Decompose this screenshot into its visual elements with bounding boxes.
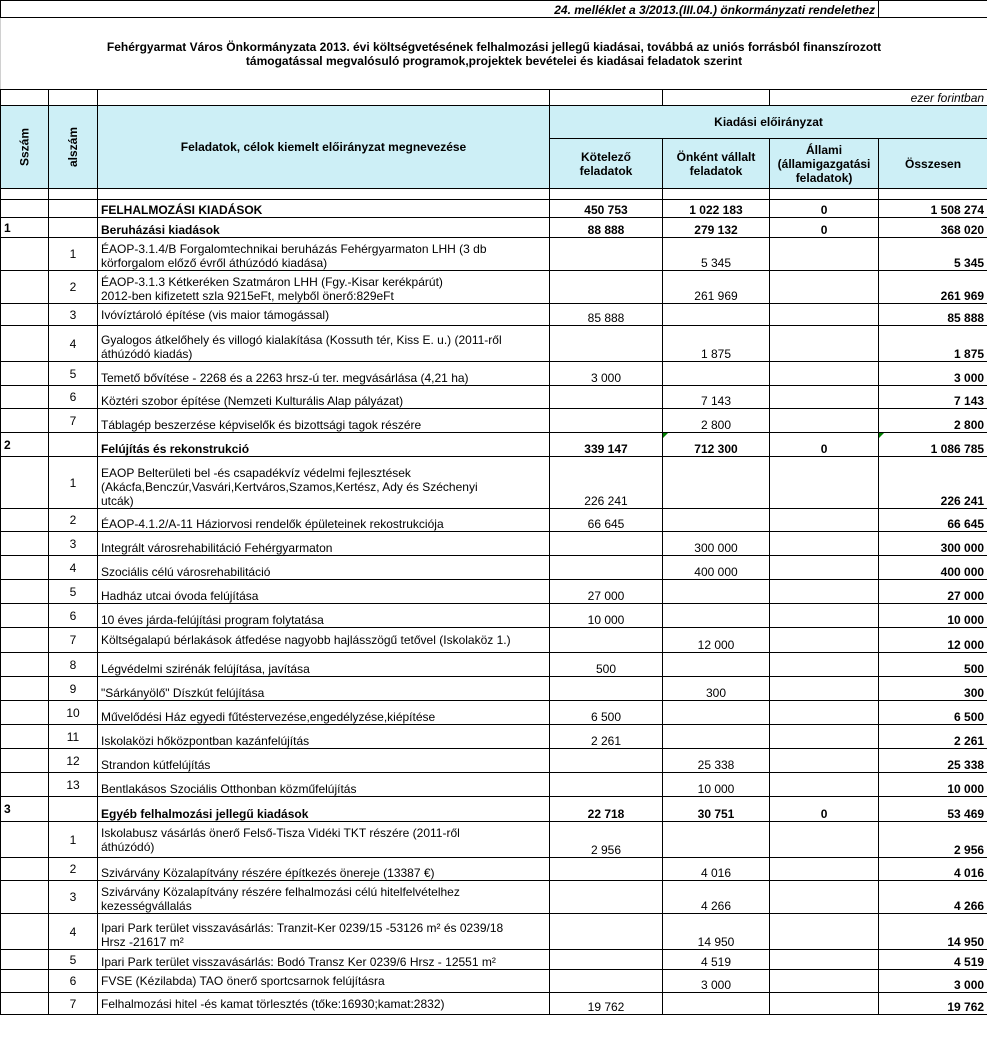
row-subnumber: 5 [49, 362, 98, 386]
row-name: Temető bővítése - 2268 és a 2263 hrsz-ú ter. megvásárlása (4,21 ha) [98, 362, 550, 386]
row-kotelezo [550, 749, 663, 773]
section-row [1, 218, 987, 238]
section-onkent: 712 300 [663, 433, 770, 457]
row-osszesen: 2 261 [879, 725, 987, 749]
row-subnumber: 3 [49, 881, 98, 914]
row-onkent: 14 950 [663, 914, 770, 950]
row-name: Légvédelmi szirénák felújítása, javítása [98, 653, 550, 677]
row-subnumber: 1 [49, 822, 98, 858]
row-kotelezo: 19 762 [550, 993, 663, 1015]
table-row [1, 556, 987, 580]
row-onkent [663, 701, 770, 725]
row-name: Bentlakásos Szociális Otthonban közműfelújítás [98, 773, 550, 797]
row-osszesen: 85 888 [879, 304, 987, 326]
header-expenditure-group: Kiadási előirányzat [550, 106, 987, 139]
table-row [1, 950, 987, 970]
header-alszam: alszám [49, 106, 98, 189]
row-onkent: 12 000 [663, 628, 770, 653]
header-onkent: Önként vállalt feladatok [663, 139, 770, 189]
section-name: Beruházási kiadások [98, 218, 550, 238]
row-name: 10 éves járda-felújítási program folytatása [98, 604, 550, 628]
document-title [1, 18, 987, 90]
row-onkent [663, 822, 770, 858]
row-subnumber: 3 [49, 304, 98, 326]
row-name: FVSE (Kézilabda) TAO önerő sportcsarnok felújításra [98, 970, 550, 993]
row-osszesen: 10 000 [879, 773, 987, 797]
title-line-2: támogatással megvalósuló programok,projektek bevételei és kiadásai feladatok szerint [245, 53, 743, 68]
row-name: Ivóvíztároló építése (vis maior támogással) [98, 304, 550, 326]
row-kotelezo [550, 409, 663, 433]
table-row [1, 362, 987, 386]
row-kotelezo [550, 881, 663, 914]
section-onkent: 30 751 [663, 797, 770, 822]
table-row [1, 881, 987, 914]
row-name: Ipari Park terület visszavásárlás: Tranzit-Ker 0239/15 -53126 m² és 0239/18 Hrsz -21617 m² [98, 914, 550, 950]
row-onkent: 4 266 [663, 881, 770, 914]
row-onkent [663, 580, 770, 604]
row-name: Strandon kútfelújítás [98, 749, 550, 773]
row-kotelezo: 27 000 [550, 580, 663, 604]
table-row [1, 580, 987, 604]
unit-label: ezer forintban [770, 90, 987, 106]
row-name: Felhalmozási hitel -és kamat törlesztés (tőke:16930;kamat:2832) [98, 993, 550, 1015]
row-onkent: 4 519 [663, 950, 770, 970]
row-kotelezo [550, 628, 663, 653]
row-osszesen: 261 969 [879, 271, 987, 304]
section-onkent: 279 132 [663, 218, 770, 238]
row-kotelezo [550, 677, 663, 701]
row-osszesen: 5 345 [879, 238, 987, 271]
row-name: EAOP Belterületi bel -és csapadékvíz védelmi fejlesztések (Akácfa,Benczúr,Vasvári,Kertváros,Szamos,Kertész, Ady és Széchenyi utcák) [98, 457, 550, 509]
row-osszesen: 2 956 [879, 822, 987, 858]
section-osszesen: 53 469 [879, 797, 987, 822]
row-name: "Sárkányölő" Díszkút felújítása [98, 677, 550, 701]
header-task-name: Feladatok, célok kiemelt előirányzat megnevezése [98, 106, 550, 189]
section-allami: 0 [770, 218, 879, 238]
table-row [1, 858, 987, 881]
row-kotelezo [550, 914, 663, 950]
row-onkent: 4 016 [663, 858, 770, 881]
row-osszesen: 7 143 [879, 386, 987, 409]
row-kotelezo: 226 241 [550, 457, 663, 509]
total-allami: 0 [770, 200, 879, 218]
row-name: Költségalapú bérlakások átfedése nagyobb hajlásszögű tetővel (Iskolaköz 1.) [98, 628, 550, 653]
row-osszesen: 10 000 [879, 604, 987, 628]
table-row [1, 725, 987, 749]
header-allami: Állami (államigazgatási feladatok) [770, 139, 879, 189]
section-number: 3 [1, 797, 49, 822]
row-subnumber: 4 [49, 556, 98, 580]
table-row [1, 677, 987, 701]
row-name: Szivárvány Közalapítvány részére felhalmozási célú hitelfelvételhez kezességvállalás [98, 881, 550, 914]
row-onkent [663, 509, 770, 532]
row-onkent [663, 993, 770, 1015]
row-kotelezo [550, 556, 663, 580]
row-osszesen: 400 000 [879, 556, 987, 580]
row-subnumber: 3 [49, 532, 98, 556]
row-subnumber: 5 [49, 580, 98, 604]
row-osszesen: 226 241 [879, 457, 987, 509]
table-row [1, 914, 987, 950]
section-kotelezo: 339 147 [550, 433, 663, 457]
row-onkent [663, 725, 770, 749]
table-row [1, 271, 987, 304]
row-osszesen: 3 000 [879, 970, 987, 993]
row-onkent [663, 362, 770, 386]
row-subnumber: 6 [49, 970, 98, 993]
table-row [1, 238, 987, 271]
row-onkent: 5 345 [663, 238, 770, 271]
row-onkent: 7 143 [663, 386, 770, 409]
section-allami: 0 [770, 433, 879, 457]
row-kotelezo [550, 532, 663, 556]
row-subnumber: 1 [49, 238, 98, 271]
row-osszesen: 27 000 [879, 580, 987, 604]
row-name: ÉAOP-3.1.3 Kétkeréken Szatmáron LHH (Fgy.-Kisar kerékpárút) 2012-ben kifizetett szla 9215eFt, melyből önerő:829eFt [98, 271, 550, 304]
header-sorszam: Sszám [1, 106, 49, 189]
row-osszesen: 6 500 [879, 701, 987, 725]
table-row [1, 604, 987, 628]
table-row [1, 653, 987, 677]
row-name: Szociális célú városrehabilitáció [98, 556, 550, 580]
row-name: Köztéri szobor építése (Nemzeti Kulturális Alap pályázat) [98, 386, 550, 409]
row-onkent [663, 653, 770, 677]
section-allami: 0 [770, 797, 879, 822]
row-name: Szivárvány Közalapítvány részére építkezés önereje (13387 €) [98, 858, 550, 881]
row-onkent: 300 [663, 677, 770, 701]
row-kotelezo [550, 386, 663, 409]
row-kotelezo: 2 261 [550, 725, 663, 749]
table-row [1, 509, 987, 532]
row-onkent: 1 875 [663, 326, 770, 362]
row-onkent [663, 304, 770, 326]
row-onkent: 3 000 [663, 970, 770, 993]
row-name: ÉAOP-4.1.2/A-11 Háziorvosi rendelők épületeinek rekostrukciója [98, 509, 550, 532]
row-subnumber: 12 [49, 749, 98, 773]
row-onkent [663, 604, 770, 628]
row-name: Ipari Park terület visszavásárlás: Bodó Transz Ker 0239/6 Hrsz - 12551 m² [98, 950, 550, 970]
total-onkent: 1 022 183 [663, 200, 770, 218]
section-kotelezo: 22 718 [550, 797, 663, 822]
row-subnumber: 4 [49, 914, 98, 950]
row-osszesen: 300 [879, 677, 987, 701]
table-row [1, 993, 987, 1015]
row-onkent: 400 000 [663, 556, 770, 580]
table-row [1, 970, 987, 993]
row-onkent: 300 000 [663, 532, 770, 556]
section-row [1, 433, 987, 457]
section-name: Egyéb felhalmozási jellegű kiadások [98, 797, 550, 822]
table-row [1, 822, 987, 858]
row-name: Művelődési Ház egyedi fűtéstervezése,engedélyzése,kiépítése [98, 701, 550, 725]
row-kotelezo [550, 773, 663, 797]
row-kotelezo: 10 000 [550, 604, 663, 628]
row-name: Iskolaközi hőközpontban kazánfelújítás [98, 725, 550, 749]
row-subnumber: 5 [49, 950, 98, 970]
row-kotelezo [550, 970, 663, 993]
row-name: Táblagép beszerzése képviselők és bizottsági tagok részére [98, 409, 550, 433]
section-row [1, 797, 987, 822]
section-name: Felújítás és rekonstrukció [98, 433, 550, 457]
row-subnumber: 2 [49, 858, 98, 881]
table-row [1, 326, 987, 362]
table-row [1, 701, 987, 725]
total-row [1, 200, 987, 218]
row-subnumber: 1 [49, 457, 98, 509]
row-kotelezo: 2 956 [550, 822, 663, 858]
row-onkent [663, 457, 770, 509]
table-row [1, 628, 987, 653]
header-osszesen: Összesen [879, 139, 987, 189]
row-kotelezo [550, 950, 663, 970]
annex-reference: 24. melléklet a 3/2013.(III.04.) önkormányzati rendelethez [1, 1, 879, 18]
row-kotelezo: 500 [550, 653, 663, 677]
row-name: Gyalogos átkelőhely és villogó kialakítása (Kossuth tér, Kiss E. u.) (2011-ről áthúzódó kiadás) [98, 326, 550, 362]
row-kotelezo: 6 500 [550, 701, 663, 725]
row-osszesen: 300 000 [879, 532, 987, 556]
row-osszesen: 3 000 [879, 362, 987, 386]
table-row [1, 386, 987, 409]
row-onkent: 10 000 [663, 773, 770, 797]
row-osszesen: 66 645 [879, 509, 987, 532]
row-osszesen: 500 [879, 653, 987, 677]
table-row [1, 749, 987, 773]
row-kotelezo: 85 888 [550, 304, 663, 326]
row-name: ÉAOP-3.1.4/B Forgalomtechnikai beruházás Fehérgyarmaton LHH (3 db körforgalom előző évről áthúzódó kiadása) [98, 238, 550, 271]
row-kotelezo: 66 645 [550, 509, 663, 532]
row-kotelezo [550, 238, 663, 271]
row-kotelezo [550, 326, 663, 362]
section-osszesen: 368 020 [879, 218, 987, 238]
section-kotelezo: 88 888 [550, 218, 663, 238]
row-subnumber: 9 [49, 677, 98, 701]
row-osszesen: 4 266 [879, 881, 987, 914]
row-subnumber: 13 [49, 773, 98, 797]
row-subnumber: 7 [49, 993, 98, 1015]
row-osszesen: 1 875 [879, 326, 987, 362]
section-number: 1 [1, 218, 49, 238]
row-osszesen: 14 950 [879, 914, 987, 950]
header-kotelezo: Kötelező feladatok [550, 139, 663, 189]
row-onkent: 2 800 [663, 409, 770, 433]
row-osszesen: 4 519 [879, 950, 987, 970]
row-kotelezo [550, 271, 663, 304]
row-osszesen: 2 800 [879, 409, 987, 433]
row-kotelezo [550, 858, 663, 881]
total-kotelezo: 450 753 [550, 200, 663, 218]
row-subnumber: 6 [49, 386, 98, 409]
row-subnumber: 2 [49, 509, 98, 532]
table-row [1, 304, 987, 326]
title-line-1: Fehérgyarmat Város Önkormányzata 2013. évi költségvetésének felhalmozási jellegű kiadásai, továbbá az uniós forrásból finanszírozott [106, 39, 882, 54]
row-osszesen: 25 338 [879, 749, 987, 773]
total-osszesen: 1 508 274 [879, 200, 987, 218]
row-name: Integrált városrehabilitáció Fehérgyarmaton [98, 532, 550, 556]
row-osszesen: 4 016 [879, 858, 987, 881]
table-row [1, 532, 987, 556]
row-onkent: 25 338 [663, 749, 770, 773]
row-subnumber: 8 [49, 653, 98, 677]
total-label: FELHALMOZÁSI KIADÁSOK [98, 200, 550, 218]
row-osszesen: 19 762 [879, 993, 987, 1015]
table-row [1, 773, 987, 797]
section-osszesen: 1 086 785 [879, 433, 987, 457]
row-osszesen: 12 000 [879, 628, 987, 653]
row-subnumber: 2 [49, 271, 98, 304]
row-subnumber: 6 [49, 604, 98, 628]
table-row [1, 409, 987, 433]
row-subnumber: 7 [49, 628, 98, 653]
row-kotelezo: 3 000 [550, 362, 663, 386]
row-subnumber: 11 [49, 725, 98, 749]
row-name: Iskolabusz vásárlás önerő Felső-Tisza Vidéki TKT részére (2011-ről áthúzódó) [98, 822, 550, 858]
row-name: Hadház utcai óvoda felújítása [98, 580, 550, 604]
row-onkent: 261 969 [663, 271, 770, 304]
row-subnumber: 4 [49, 326, 98, 362]
row-subnumber: 7 [49, 409, 98, 433]
section-number: 2 [1, 433, 49, 457]
row-subnumber: 10 [49, 701, 98, 725]
table-row [1, 457, 987, 509]
